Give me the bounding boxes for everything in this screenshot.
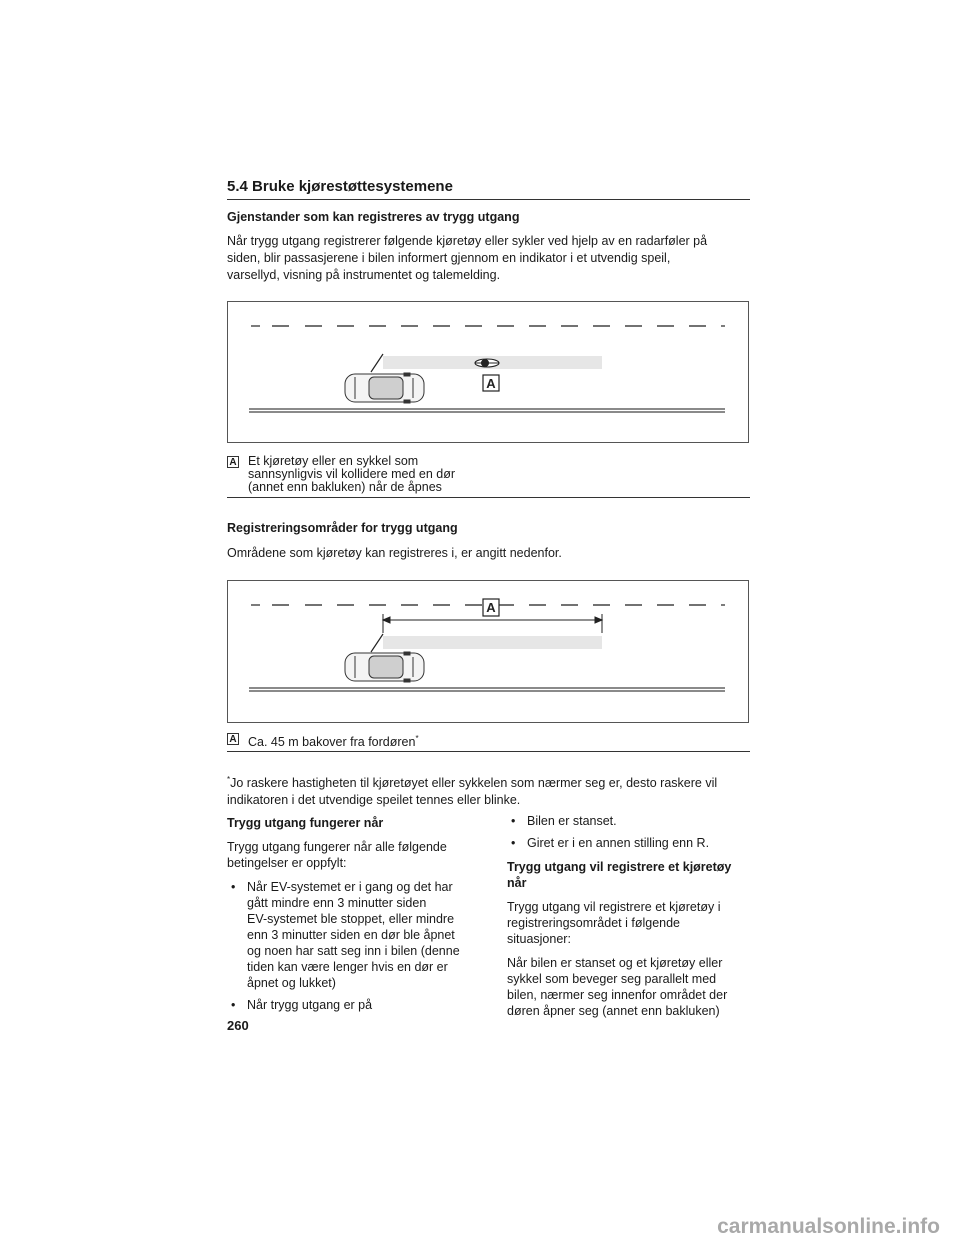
bullet-line: åpnet og lukket) — [247, 976, 336, 990]
footnote-line: indikatoren i det utvendige speilet tennes eller blinke. — [227, 793, 521, 808]
left-intro-line: Trygg utgang fungerer når alle følgende — [227, 840, 447, 854]
door-line — [371, 634, 383, 652]
section1-body — [227, 233, 757, 284]
figure1-diagram — [227, 301, 749, 443]
bullet-item — [227, 879, 477, 991]
section-divider — [227, 199, 750, 200]
caption-badge: A — [227, 456, 239, 468]
para-line: bilen, nærmer seg innenfor området der — [507, 988, 728, 1002]
para-line: døren åpner seg (annet enn bakluken) — [507, 1004, 720, 1018]
right-heading — [507, 859, 757, 891]
para-line: Når bilen er stanset og et kjøretøy eller — [507, 956, 723, 970]
section1-body-line: varsellyd, visning på instrumentet og talemelding. — [227, 268, 501, 282]
bullet-line: • Når EV-systemet er i gang og det har — [247, 880, 453, 894]
figure1-caption — [227, 455, 750, 495]
left-heading: Trygg utgang fungerer når — [227, 816, 384, 830]
section1-body-line: siden, blir passasjerene i bilen informert gjennom en indikator i et utvendig speil, — [227, 251, 671, 265]
section2-body: Områdene som kjøretøy kan registreres i, er angitt nedenfor. — [227, 546, 562, 560]
para-line: situasjoner: — [507, 932, 571, 946]
footnote-mark: * — [227, 775, 231, 784]
para-line: Trygg utgang vil registrere et kjøretøy i — [507, 900, 721, 914]
label-a-box — [483, 375, 499, 391]
page-number: 260 — [227, 1018, 249, 1033]
detection-zone — [383, 636, 602, 649]
footnote-mark: * — [415, 734, 419, 743]
bullet-line: tiden kan være lenger hvis en dør er — [247, 960, 448, 974]
caption-badge: A — [227, 733, 239, 745]
section1-body-line: Når trygg utgang registrerer følgende kjøretøy eller sykler ved hjelp av en radarføler på — [227, 234, 708, 248]
figure2-rule — [227, 751, 750, 752]
label-a-box — [483, 599, 499, 616]
bullet-line: EV-systemet ble stoppet, eller mindre — [247, 912, 455, 926]
footnote — [227, 771, 757, 809]
footnote-line: Jo raskere hastigheten til kjøretøyet eller sykkelen som nærmer seg er, desto raskere vil — [230, 776, 718, 791]
para-line: sykkel som beveger seg parallelt med — [507, 972, 717, 986]
bullet-line: gått mindre enn 3 minutter siden — [247, 896, 427, 910]
left-intro — [227, 839, 477, 871]
section1-heading: Gjenstander som kan registreres av trygg utgang — [227, 210, 520, 224]
road-edge — [249, 409, 725, 412]
caption-text: Ca. 45 m bakover fra fordøren — [248, 735, 416, 750]
road-edge — [249, 688, 725, 691]
bullet-item: • Bilen er stanset. — [507, 813, 757, 829]
bullet-line: og noen har satt seg inn i bilen (denne — [247, 944, 460, 958]
section2-heading: Registreringsområder for trygg utgang — [227, 521, 458, 535]
left-intro-line: betingelser er oppfylt: — [227, 856, 347, 870]
door-line — [371, 354, 383, 372]
left-column — [227, 815, 477, 1019]
watermark: carmanualsonline.info — [717, 1215, 940, 1238]
figure2-diagram — [227, 580, 749, 723]
car-icon — [345, 373, 424, 403]
figure2-label: A — [486, 600, 496, 615]
caption-line: (annet enn bakluken) når de åpnes — [248, 480, 442, 494]
section-title: 5.4 Bruke kjørestøttesystemene — [227, 178, 453, 195]
car-icon — [345, 652, 424, 682]
dimension-line — [383, 614, 602, 633]
figure1-rule — [227, 497, 750, 498]
figure2-caption — [227, 732, 750, 748]
figure1-label: A — [486, 376, 496, 391]
right-heading-line: Trygg utgang vil registrere et kjøretøy — [507, 860, 732, 874]
caption-line: Et kjøretøy eller en sykkel som — [248, 454, 419, 468]
caption-line: sannsynligvis vil kollidere med en dør — [248, 467, 456, 481]
para-line: registreringsområdet i følgende — [507, 916, 680, 930]
bullet-line: enn 3 minutter siden en dør ble åpnet — [247, 928, 455, 942]
bullet-item: • Når trygg utgang er på — [227, 997, 477, 1013]
right-heading-line: når — [507, 876, 527, 890]
right-para1 — [507, 899, 757, 947]
bullet-item: • Giret er i en annen stilling enn R. — [507, 835, 757, 851]
right-column — [507, 813, 757, 1019]
right-para2 — [507, 955, 757, 1019]
bicycle-icon — [475, 359, 499, 367]
